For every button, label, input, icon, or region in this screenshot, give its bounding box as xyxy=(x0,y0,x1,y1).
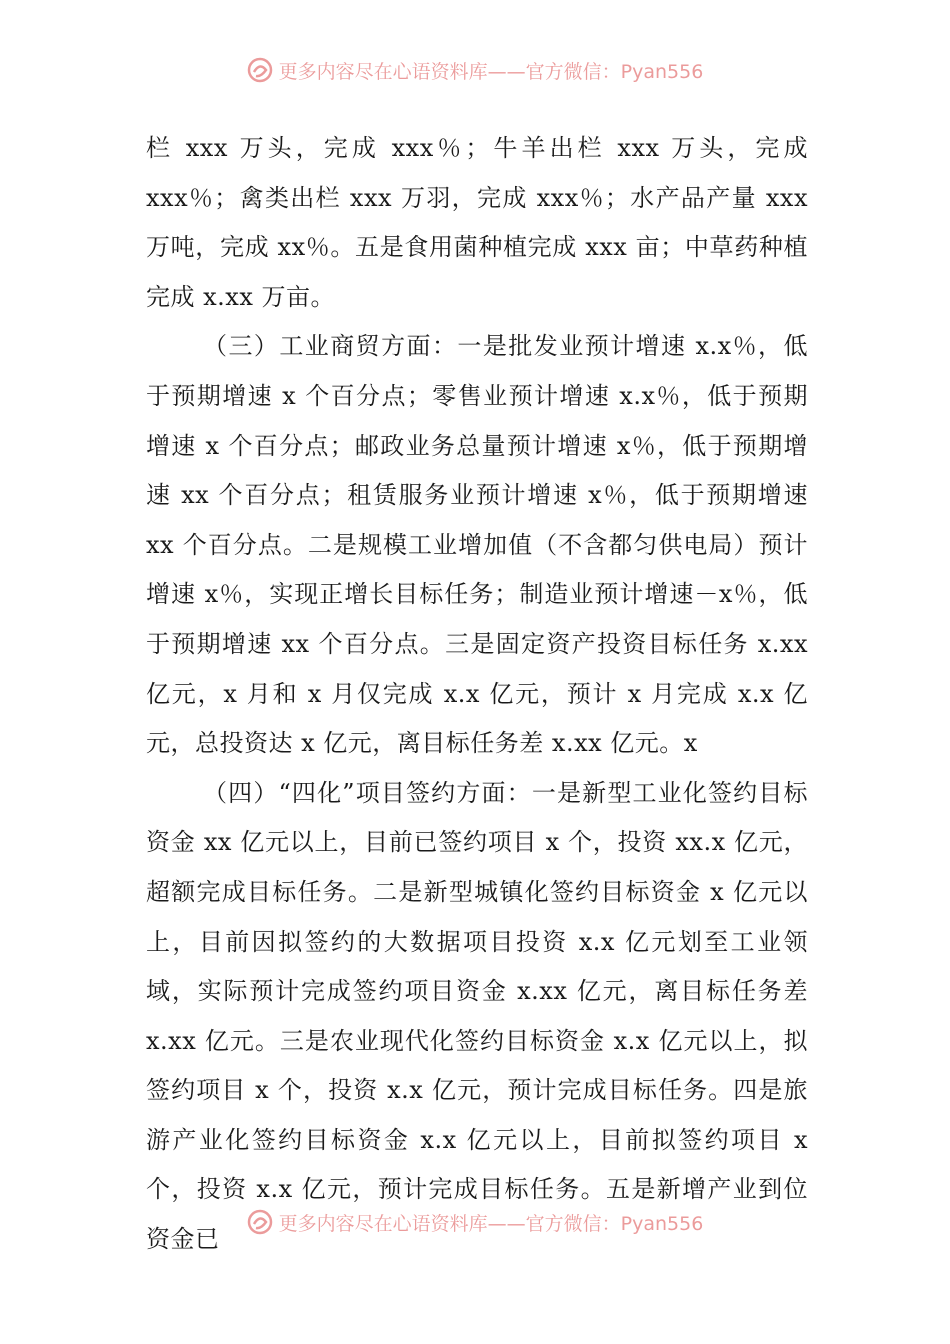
header-watermark xyxy=(0,55,950,85)
paragraph-four-modernizations-signing: （四）“四化”项目签约方面：一是新型工业化签约目标资金 xx 亿元以上，目前已签约项目 x 个，投资 xx.x 亿元，超额完成目标任务。二是新型城镇化签约目标资金 x 亿元以上，目前因拟签约的大数据项目投资 x.x 亿元划至工业领域，实际预计完成签约项目资金 x.xx 亿元，离目标任务差 x.xx 亿元。三是农业现代化签约目标资金 x.x 亿元以上，拟签约项目 x 个，投资 x.x 亿元，预计完成目标任务。四是旅游产业化签约目标资金 x.x 亿元以上，目前拟签约项目 x 个，投资 x.x 亿元，预计完成目标任务。五是新增产业到位资金已 xyxy=(146,778,808,1254)
paragraph-livestock: 栏 xxx 万头，完成 xxx％；牛羊出栏 xxx 万头，完成 xxx％；禽类出栏 xxx 万羽，完成 xxx％；水产品产量 xxx 万吨，完成 xx％。五是食用菌种植完成 xxx 亩；中草药种植完成 x.xx 万亩。 xyxy=(146,134,808,311)
watermark-logo-icon xyxy=(247,1209,273,1235)
watermark-text: 更多内容尽在心语资料库——官方微信：Pyan556 xyxy=(278,1212,704,1235)
watermark-text: 更多内容尽在心语资料库——官方微信：Pyan556 xyxy=(278,60,704,83)
watermark-logo-icon xyxy=(247,57,273,83)
document-body xyxy=(146,124,808,1265)
paragraph-industry-commerce: （三）工业商贸方面：一是批发业预计增速 x.x％，低于预期增速 x 个百分点；零售业预计增速 x.x％，低于预期增速 x 个百分点；邮政业务总量预计增速 x％，低于预期增速 xx 个百分点；租赁服务业预计增速 x％，低于预期增速 xx 个百分点。二是规模工业增加值（不含都匀供电局）预计增速 x％，实现正增长目标任务；制造业预计增速－x％，低于预期增速 xx 个百分点。三是固定资产投资目标任务 x.xx 亿元，x 月和 x 月仅完成 x.x 亿元，预计 x 月完成 x.x 亿元，总投资达 x 亿元，离目标任务差 x.xx 亿元。x xyxy=(146,332,808,758)
footer-watermark xyxy=(0,1207,950,1237)
